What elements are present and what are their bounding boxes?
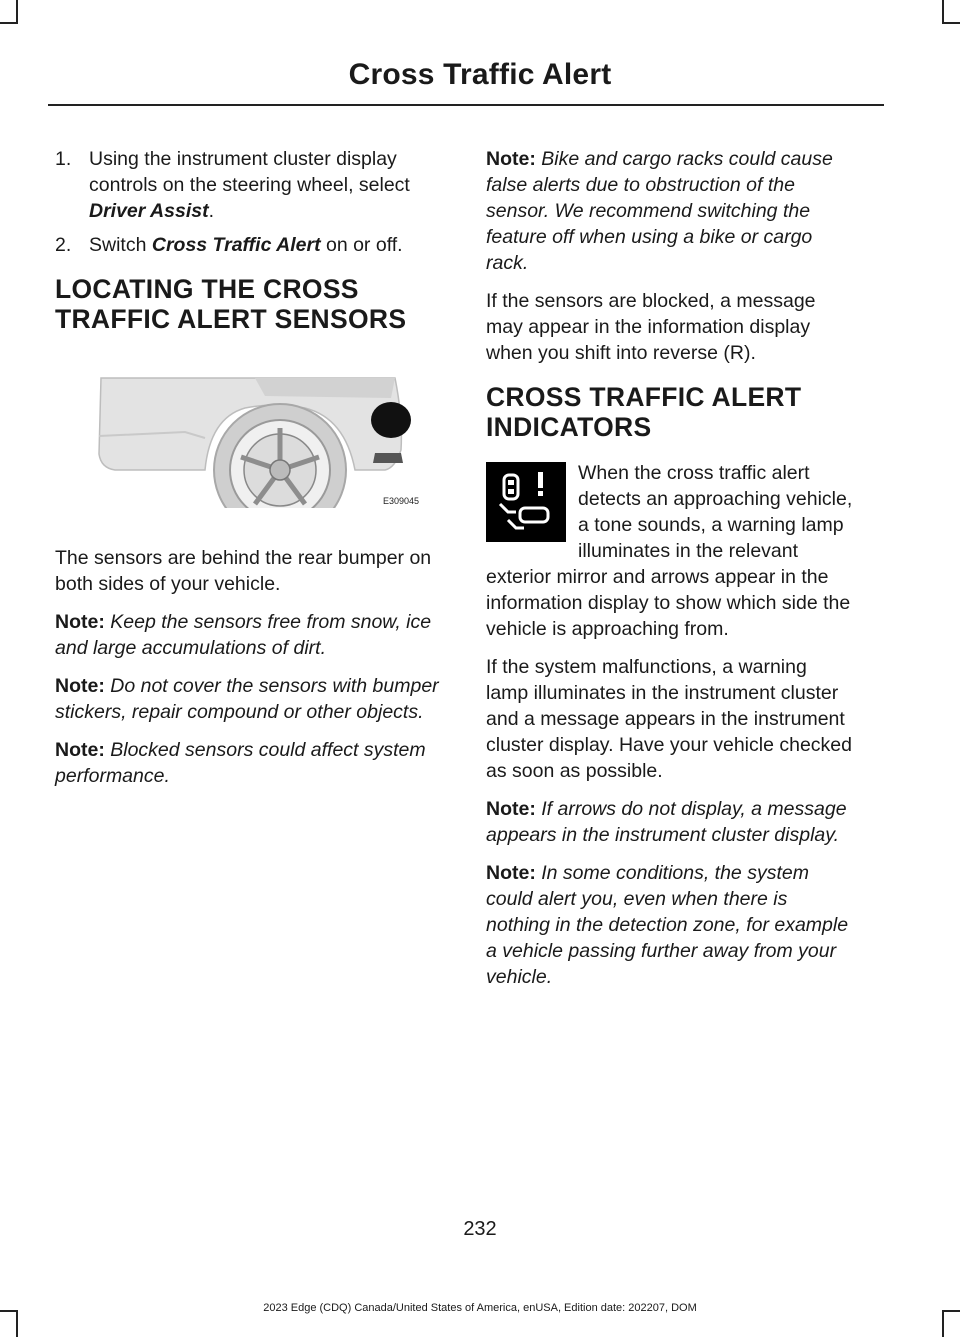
header-rule [48,104,884,106]
note-do-not-cover: Note: Do not cover the sensors with bumper stickers, repair compound or other objects. [55,675,439,723]
section-heading-indicators: CROSS TRAFFIC ALERT INDICATORS [486,382,802,442]
page-number: 232 [463,1218,497,1240]
note-bike-cargo-racks: Note: Bike and cargo racks could cause false alerts due to obstruction of the sensor. We recommend switching the feature off when using a bike or cargo rack. [486,148,833,274]
step-text: Switch [89,234,147,256]
list-item [55,232,450,258]
crop-mark [942,0,944,22]
crop-mark [942,1310,944,1337]
edition-footer: 2023 Edge (CDQ) Canada/United States of America, enUSA, Edition date: 202207, DOM [263,1302,697,1314]
section-heading-locating-sensors: LOCATING THE CROSS TRAFFIC ALERT SENSORS [55,274,407,334]
note-arrows-not-displayed: Note: If arrows do not display, a message appears in the instrument cluster display. [486,798,847,846]
left-column [55,146,450,801]
crop-mark [942,22,960,24]
right-column [486,146,854,1002]
crop-mark [16,1310,18,1337]
menu-path-driver-assist: Driver Assist [89,200,209,222]
note-snow-ice: Note: Keep the sensors free from snow, ice and large accumulations of dirt. [55,611,432,659]
cross-traffic-alert-indicator-icon [486,462,566,542]
malfunction-paragraph: If the system malfunctions, a warning lamp illuminates in the instrument cluster and a message appears in the instrument cluster display. Have your vehicle checked as soon as possible. [486,656,852,782]
page-title: Cross Traffic Alert [348,58,612,91]
note-false-alerts: Note: In some conditions, the system could alert you, even when there is nothing in the detection zone, for example a vehicle passing further away from your vehicle. [486,862,849,988]
step-text-end: . [208,200,215,222]
sensor-location-paragraph: The sensors are behind the rear bumper on both sides of your vehicle. [55,547,432,595]
rear-bumper-sensor-illustration [55,358,450,508]
steps-list [55,146,450,258]
list-item [55,146,450,224]
indicator-paragraph: When the cross traffic alert detects an approaching vehicle, a tone sounds, a warning lamp illuminates in the relevant exterior mirror and arrows appear in the information display to show which side the vehicle is approaching from. [486,462,853,640]
note-blocked-sensors: Note: Blocked sensors could affect system performance. [55,739,426,787]
step-number: 1. [55,148,72,170]
step-text: Using the instrument cluster display controls on the steering wheel, select [89,148,410,196]
step-text-end: on or off. [325,234,403,256]
step-number: 2. [55,234,72,256]
figure-id-label: E309045 [383,496,420,506]
crop-mark [0,22,18,24]
menu-item-cross-traffic-alert: Cross Traffic Alert [151,234,321,256]
sensors-blocked-paragraph: If the sensors are blocked, a message may appear in the information display when you shift into reverse (R). [486,290,816,364]
crop-mark [16,0,18,22]
